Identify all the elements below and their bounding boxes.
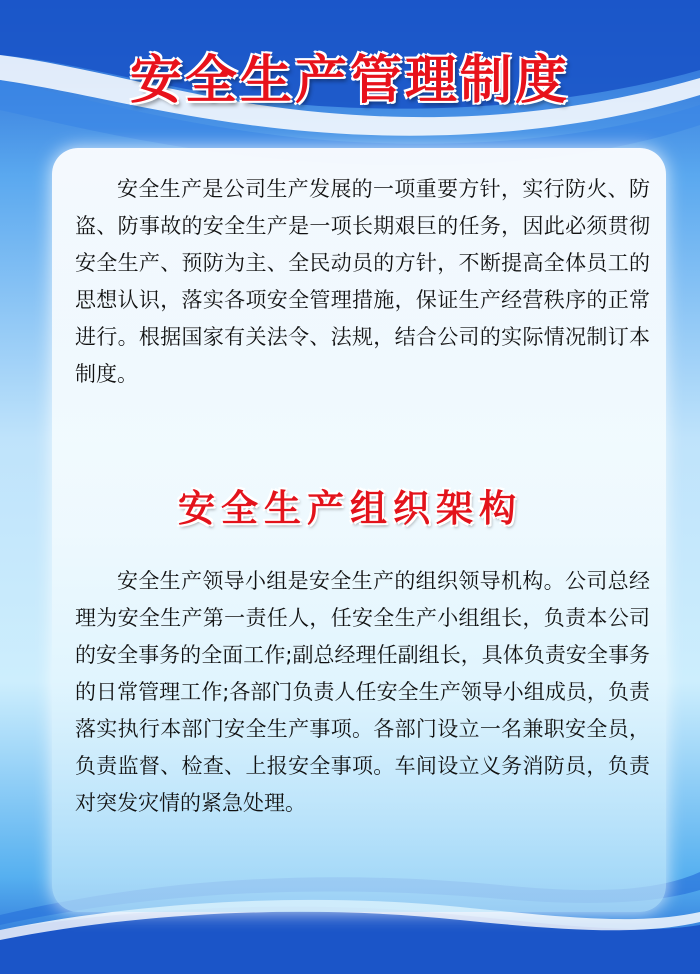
- page-title: 安全生产管理制度: [129, 51, 570, 111]
- section-title: 安全生产组织架构: [178, 487, 522, 530]
- intro-paragraph: 安全生产是公司生产发展的一项重要方针，实行防火、防盗、防事故的安全生产是一项长期艰巨的任务，因此必须贯彻安全生产、预防为主、全民动员的方针，不断提高全体员工的思想认识，落实各项安全管理措施，保证生产经营秩序的正常进行。根据国家有关法令、法规，结合公司的实际情况制订本制度。: [75, 177, 650, 386]
- organization-paragraph: 安全生产领导小组是安全生产的组织领导机构。公司总经理为安全生产第一责任人，任安全生产小组组长，负责本公司的安全事务的全面工作;副总经理任副组长，具体负责安全事务的日常管理工作;各部门负责人任安全生产领导小组成员，负责落实执行本部门安全生产事项。各部门设立一名兼职安全员， 负责监督、检查、上报安全事项。车间设立义务消防员，负责对突发灾情的紧急处理。: [75, 569, 650, 815]
